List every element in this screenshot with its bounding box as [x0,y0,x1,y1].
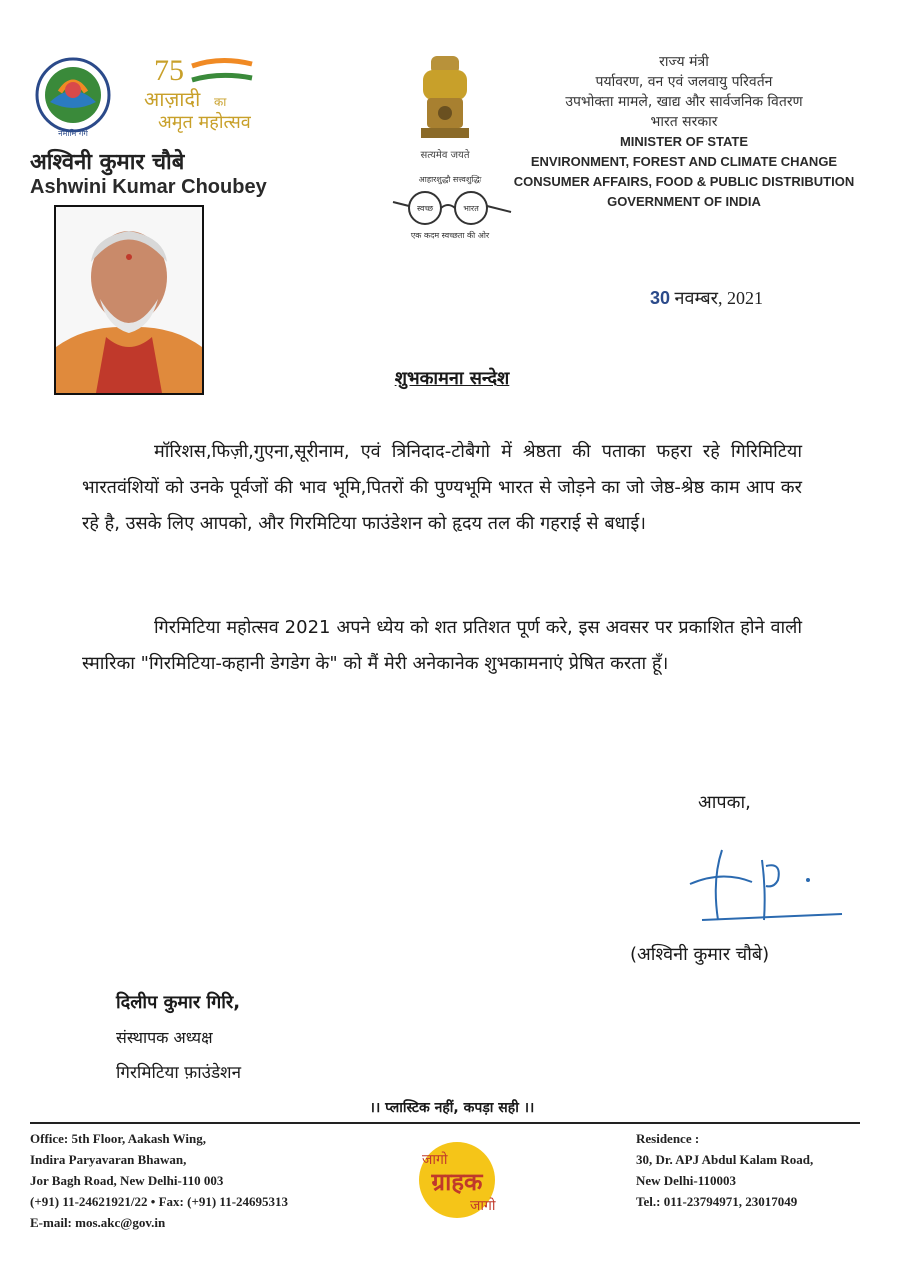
recipient-org: गिरमिटिया फ़ाउंडेशन [116,1063,242,1083]
designation-hi-1: पर्यावरण, वन एवं जलवायु परिवर्तन [595,74,773,90]
office-line-2: Jor Bagh Road, New Delhi-110 003 [30,1173,224,1188]
footer-slogan: ।। प्लास्टिक नहीं, कपड़ा सही ।। [369,1100,535,1116]
designation-block [504,52,864,212]
designation-hi-2: उपभोक्ता मामले, खाद्य और सार्वजनिक वितरण [565,94,803,110]
residence-line-3: Tel.: 011-23794971, 23017049 [636,1194,798,1209]
residence-line-1: 30, Dr. APJ Abdul Kalam Road, [636,1152,814,1167]
swachh-right: भारत [463,204,479,213]
jago-mid: ग्राहक [431,1168,483,1196]
handwritten-signature [682,840,852,930]
footer-divider [30,1122,860,1124]
residence-address [636,1128,813,1212]
emblem-motto: सत्यमेव जयते [420,150,470,161]
office-line-3: (+91) 11-24621921/22 • Fax: (+91) 11-24695313 [30,1194,289,1209]
paragraph-2-text: गिरमिटिया महोत्सव 2021 अपने ध्येय को शत प्रतिशत पूर्ण करे, इस अवसर पर प्रकाशित होने वाली स्मारिका "गिरमिटिया-कहानी डेगडेग के" को मैं मेरी अनेकानेक शुभकामनाएं प्रेषित करता हूँ। [82,617,802,674]
logo-left-text: नमामि गंगे [58,129,88,138]
signatory-name: (अश्विनी कुमार चौबे) [630,944,770,965]
azadi-logo [140,48,280,138]
office-line-0: Office: 5th Floor, Aakash Wing, [30,1131,207,1146]
office-address [30,1128,288,1233]
office-line-1: Indira Paryavaran Bhawan, [30,1152,187,1167]
azadi-line2: अमृत महोत्सव [158,112,251,133]
designation-hi-0: राज्य मंत्री [659,54,709,70]
swachh-left: स्वच्छ [416,204,434,213]
namami-gange-logo [30,52,116,138]
recipient-name: दिलीप कुमार गिरि, [116,992,241,1013]
minister-name-hindi: अश्विनी कुमार चौबे [30,150,185,175]
designation-hi-3: भारत सरकार [650,114,718,130]
jago-grahak-jago-logo [392,1140,522,1220]
letter-heading: शुभकामना सन्देश [394,368,510,389]
office-line-4: E-mail: mos.akc@gov.in [30,1215,166,1230]
designation-en-2: CONSUMER AFFAIRS, FOOD & PUBLIC DISTRIBUTION [513,174,855,189]
letter-paragraph-1 [82,434,802,542]
letter-paragraph-2 [82,610,802,682]
date-day: 30 [650,288,671,308]
national-emblem [405,48,485,168]
azadi-number: 75 [154,54,184,87]
designation-en-0: MINISTER OF STATE [619,134,749,149]
designation-en-3: GOVERNMENT OF INDIA [607,194,761,209]
residence-line-0: Residence : [636,1131,700,1146]
jago-top: जागो [422,1152,448,1168]
swachh-bharat-logo [385,172,515,242]
letter-date [650,286,763,310]
date-rest: नवम्बर, 2021 [674,288,764,308]
paragraph-1-text: मॉरिशस,फिज़ी,गुएना,सूरीनाम, एवं त्रिनिदाद-टोबैगो में श्रेष्ठता की पताका फहरा रहे गिरिमिटिया भारतवंशियों को उनके पूर्वजों की भाव भूमि,पितरों की पुण्यभूमि भारत से जोड़ने का जो जेष्ठ-श्रेष्ठ काम आप कर रहे है, उसके लिए आपको, और गिरमिटिया फाउंडेशन को हृदय तल की गहराई से बधाई। [82,441,802,534]
azadi-line1: आज़ादी [144,87,201,111]
swachh-top: आहारशुद्धौ सत्त्वशुद्धिः [418,175,482,184]
jago-bottom: जागो [470,1198,496,1214]
recipient-title: संस्थापक अध्यक्ष [116,1028,213,1047]
letter-closing: आपका, [698,792,751,813]
residence-line-2: New Delhi-110003 [636,1173,737,1188]
swachh-bottom: एक कदम स्वच्छता की ओर [410,231,490,240]
designation-en-1: ENVIRONMENT, FOREST AND CLIMATE CHANGE [530,154,838,169]
minister-name-english: Ashwini Kumar Choubey [30,176,267,198]
azadi-ka: का [214,95,227,109]
